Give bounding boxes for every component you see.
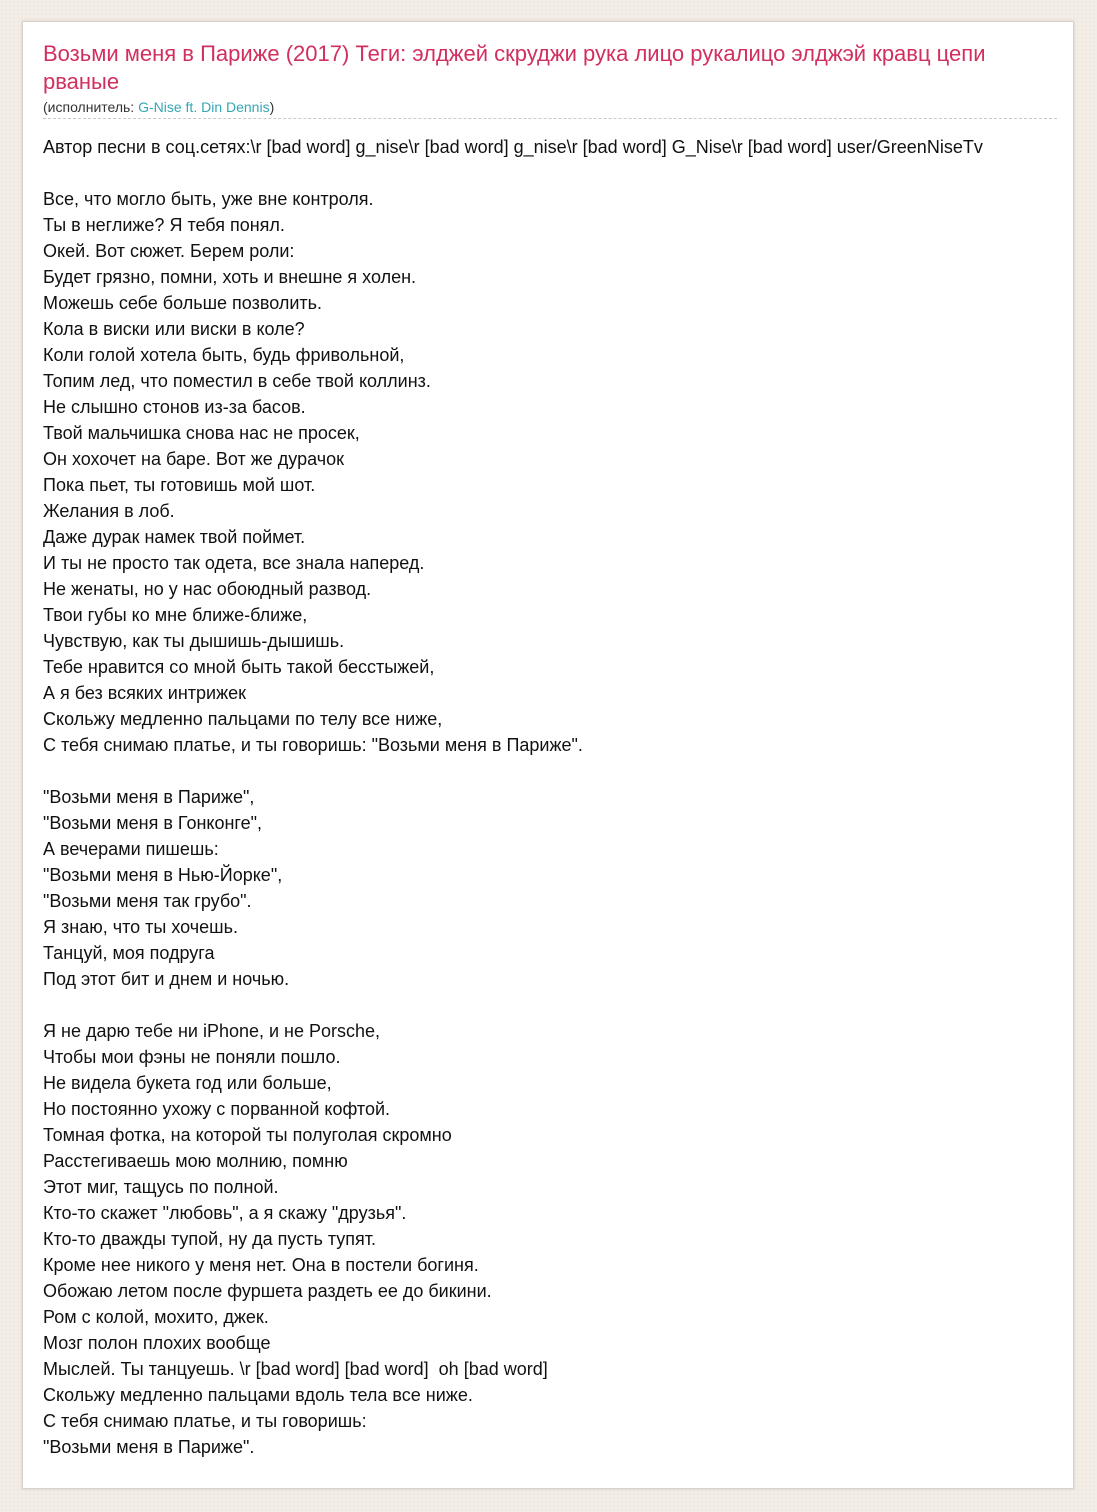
song-title: Возьми меня в Париже (2017) Теги: элджей скруджи рука лицо рукалицо элджэй кравц цепи рваные — [43, 41, 986, 94]
byline-suffix: ) — [269, 99, 275, 115]
artist-byline — [43, 98, 1057, 119]
artist-link[interactable]: G-Nise ft. Din Dennis — [138, 99, 270, 115]
lyrics-text: Автор песни в соц.сетях:\r [bad word] g_nise\r [bad word] g_nise\r [bad word] G_Nise\r [bad word] user/GreenNiseTv Все, что могло быть, уже вне контроля. Ты в неглиже? Я тебя понял. Окей. Вот сюжет. Берем роли: Будет грязно, помни, хоть и внешне я холен. Можешь себе больше позволить. Кола в виски или виски в коле? Коли голой хотела быть, будь фривольной, Топим лед, что поместил в себе твой коллинз. Не слышно стонов из-за басов. Твой мальчишка снова нас не просек, Он хохочет на баре. Вот же дурачок Пока пьет, ты готовишь мой шот. Желания в лоб. Даже дурак намек твой поймет. И ты не просто так одета, все знала наперед. Не женаты, но у нас обоюдный развод. Твои губы ко мне ближе-ближе, Чувствую, как ты дышишь-дышишь. Тебе нравится со мной быть такой бесстыжей, А я без всяких интрижек Скольжу медленно пальцами по телу все ниже, С тебя снимаю платье, и ты говоришь: "Возьми меня в Париже". "Возьми меня в Париже", "Возьми меня в Гонконге", А вечерами пишешь: "Возьми меня в Нью-Йорке", "Возьми меня так грубо". Я знаю, что ты хочешь. Танцуй, моя подруга Под этот бит и днем и ночью. Я не дарю тебе ни iPhone, и не Porsche, Чтобы мои фэны не поняли пошло. Не видела букета год или больше, Но постоянно ухожу с порванной кофтой. Томная фотка, на которой ты полуголая скромно Расстегиваешь мою молнию, помню Этот миг, тащусь по полной. Кто-то скажет "любовь", а я скажу "друзья". Кто-то дважды тупой, ну да пусть тупят. Кроме нее никого у меня нет. Она в постели богиня. Обожаю летом после фуршета раздеть ее до бикини. Ром с колой, мохито, джек. Мозг полон плохих вообще Мыслей. Ты танцуешь. \r [bad word] [bad word] oh [bad word] Скольжу медленно пальцами вдоль тела все ниже. С тебя снимаю платье, и ты говоришь: "Возьми меня в Париже". — [43, 137, 983, 1457]
byline-prefix: (исполнитель: — [43, 99, 139, 115]
song-header — [43, 40, 1057, 119]
lyrics-card — [22, 21, 1074, 1489]
